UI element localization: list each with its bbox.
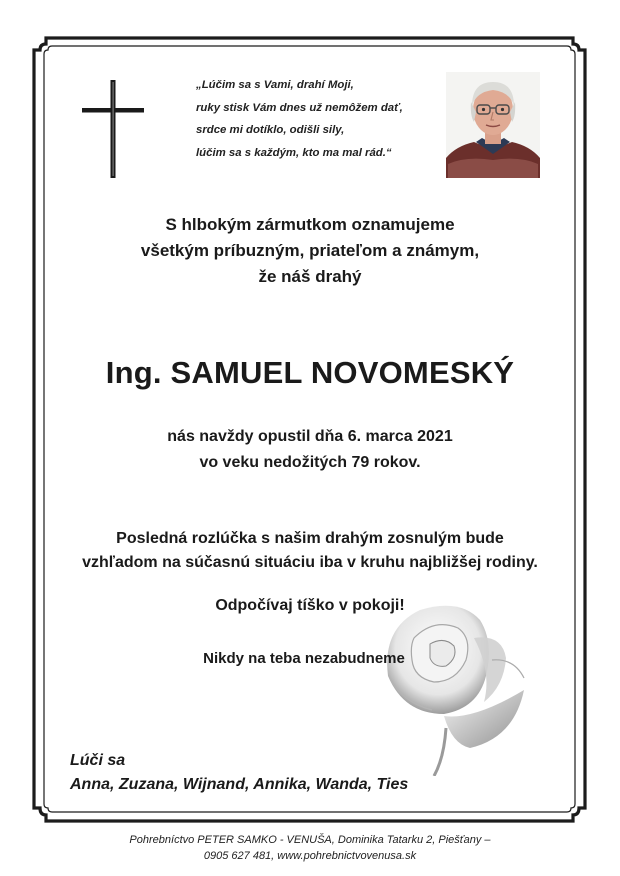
never-forget: Nikdy na teba nezabudneme	[203, 650, 405, 667]
intro-line: že náš drahý	[258, 267, 362, 286]
farewell-line: vzhľadom na súčasnú situáciu iba v kruhu najbližšej rodiny.	[82, 554, 538, 571]
age-line: vo veku nedožitých 79 rokov.	[199, 454, 421, 471]
footer-line: Pohrebníctvo PETER SAMKO - VENUŠA, Dominika Tatarku 2, Piešťany –	[129, 834, 491, 846]
death-date-line: nás navždy opustil dňa 6. marca 2021	[167, 428, 453, 445]
rose-image	[374, 598, 544, 776]
intro-line: S hlbokým zármutkom oznamujeme	[165, 215, 455, 234]
intro-line: všetkým príbuzným, priateľom a známym,	[140, 241, 480, 260]
footer-line: 0905 627 481, www.pohrebnictvovenusa.sk	[203, 850, 417, 862]
farewell-notice	[0, 527, 620, 575]
rest-in-peace: Odpočívaj tíško v pokoji!	[215, 597, 405, 614]
poem-line: lúčim sa s každým, kto ma mal rád.“	[196, 146, 392, 159]
poem-line: ruky stisk Vám dnes už nemôžem dať,	[196, 101, 403, 114]
portrait-photo	[446, 72, 540, 178]
poem-line: srdce mi dotíklo, odišli sily,	[196, 124, 345, 136]
farewell-line: Posledná rozlúčka s našim drahým zosnulým bude	[116, 530, 504, 547]
cross-icon	[82, 80, 144, 178]
death-details	[0, 424, 620, 476]
funeral-home-footer	[0, 832, 620, 864]
poem-line: „Lúčim sa s Vami, drahí Moji,	[196, 79, 354, 91]
farewell-poem	[196, 74, 436, 164]
deceased-name: Ing. SAMUEL NOVOMESKÝ	[105, 355, 515, 390]
announcement-intro	[0, 212, 620, 290]
mourners-names: Anna, Zuzana, Wijnand, Annika, Wanda, Ties	[70, 776, 409, 793]
mourners-label: Lúči sa	[70, 752, 126, 769]
